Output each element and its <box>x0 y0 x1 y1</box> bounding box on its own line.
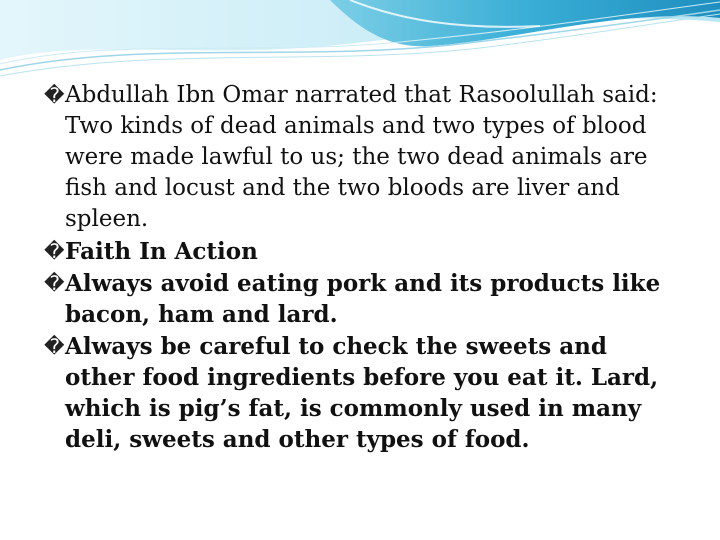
bullet-check-ingredients <box>44 331 684 455</box>
bullet-text: Faith In Action <box>65 238 258 265</box>
replacement-glyph-icon: � <box>44 83 65 107</box>
bullet-text: Abdullah Ibn Omar narrated that Rasoolullah said: Two kinds of dead animals and two types of blood were made lawful to us; the two dead animals are fish and locust and the two bloods are liver and spleen. <box>65 82 658 232</box>
replacement-glyph-icon: � <box>44 334 65 358</box>
bullet-faith-in-action <box>44 236 684 267</box>
bullet-hadith <box>44 80 684 235</box>
header-wave-decoration <box>0 0 720 90</box>
bullet-text: Always be careful to check the sweets and other food ingredients before you eat it. Lard, which is pig’s fat, is commonly used in many deli, sweets and other types of food. <box>65 333 659 453</box>
replacement-glyph-icon: � <box>44 239 65 263</box>
bullet-list <box>44 80 684 456</box>
bullet-text: Always avoid eating pork and its products like bacon, ham and lard. <box>65 270 661 328</box>
replacement-glyph-icon: � <box>44 271 65 295</box>
bullet-avoid-pork <box>44 268 684 330</box>
